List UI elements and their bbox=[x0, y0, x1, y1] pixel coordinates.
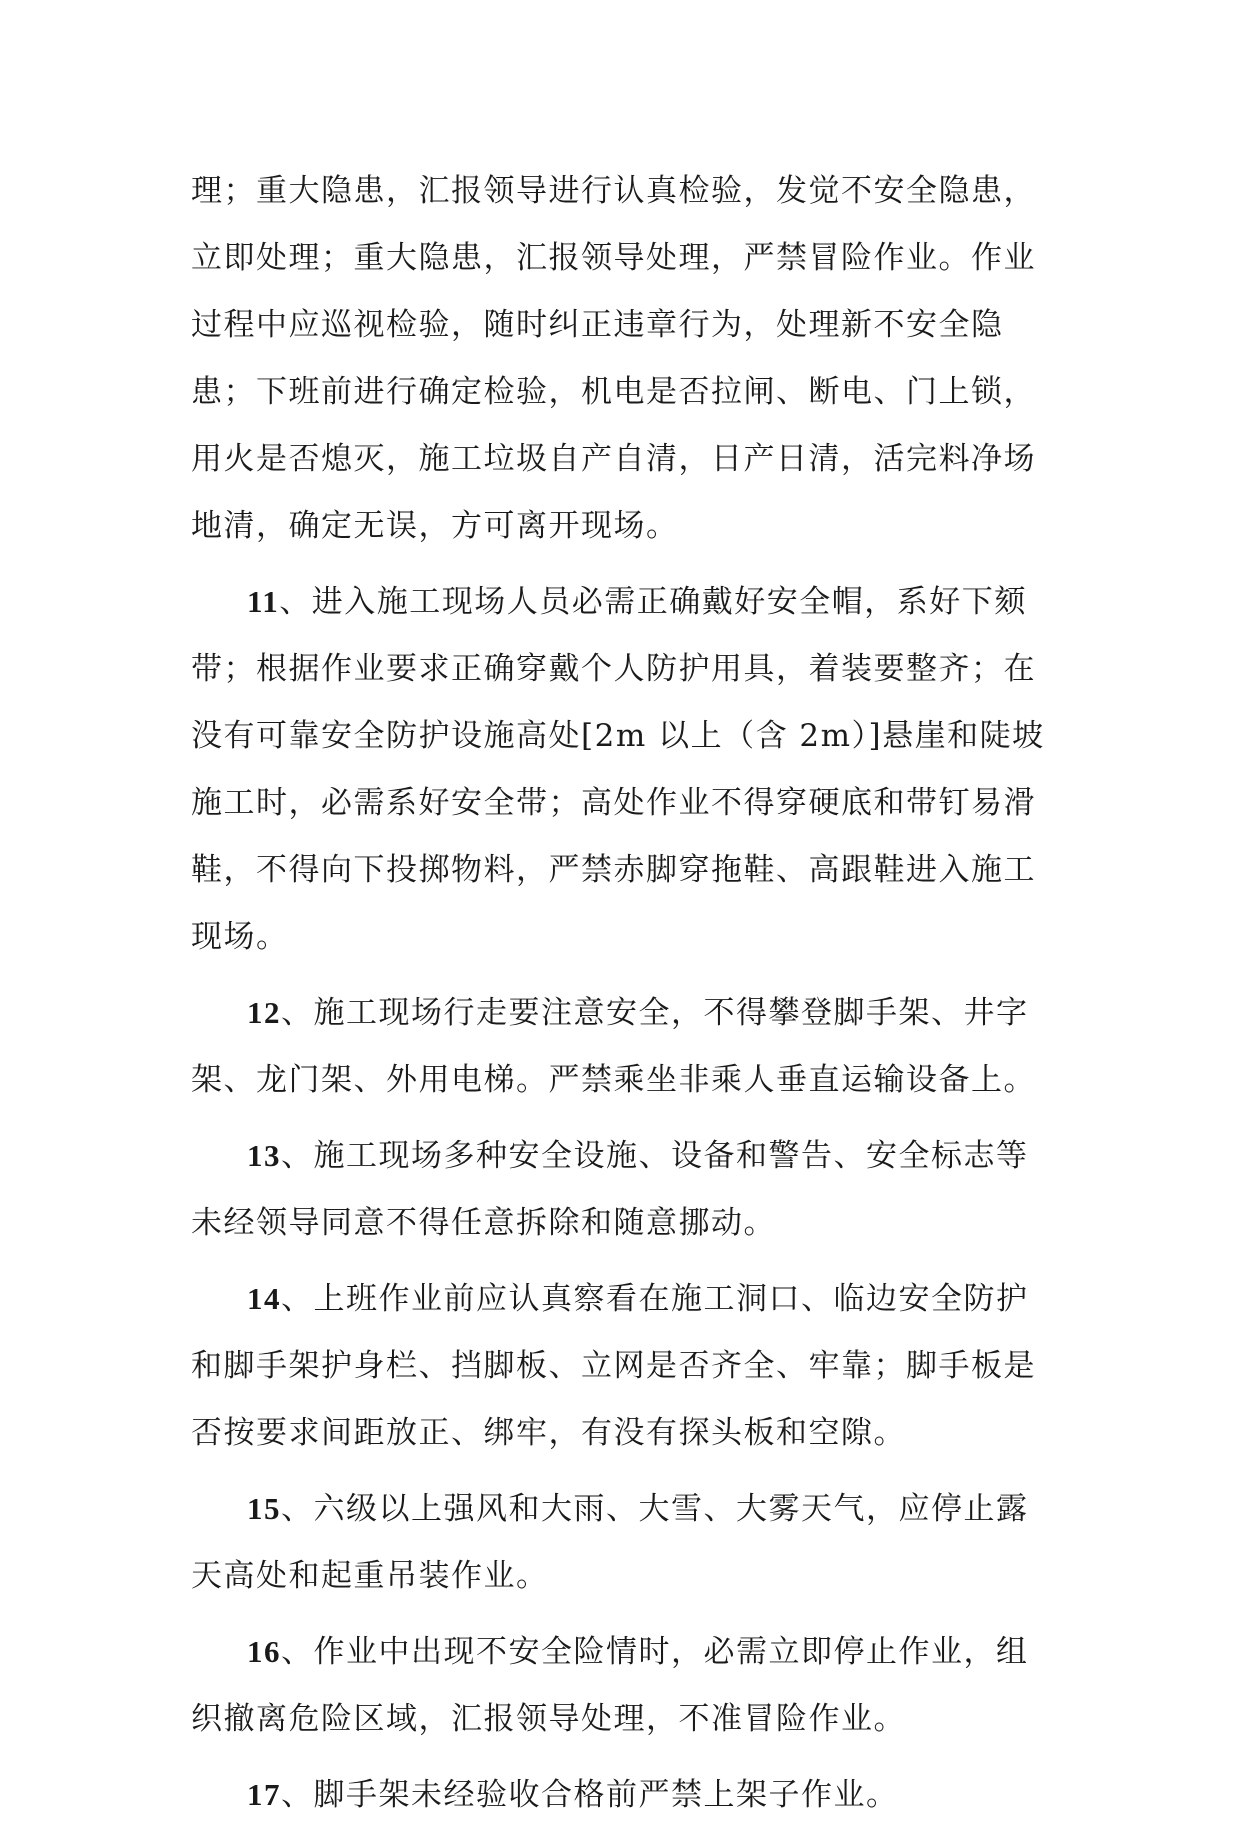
paragraph-text: 、脚手架未经验收合格前严禁上架子作业。 bbox=[281, 1777, 899, 1813]
paragraph-number: 14 bbox=[247, 1281, 281, 1316]
paragraph-text: 、施工现场行走要注意安全，不得攀登脚手架、井字架、龙门架、外用电梯。严禁乘坐非乘人垂直运输设备上。 bbox=[191, 995, 1036, 1098]
paragraph-item-15 bbox=[191, 1475, 1052, 1610]
paragraph-item-16 bbox=[191, 1618, 1052, 1753]
paragraph-text: 、进入施工现场人员必需正确戴好安全帽，系好下颏带；根据作业要求正确穿戴个人防护用具，着装要整齐；在没有可靠安全防护设施高处[2m 以上（含 2m）]悬崖和陡坡施工时，必需系好安全带；高处作业不得穿硬底和带钉易滑鞋，不得向下投掷物料，严禁赤脚穿拖鞋、高跟鞋进入施工现场。 bbox=[191, 584, 1045, 955]
paragraph-text: 、作业中出现不安全险情时，必需立即停止作业，组织撤离危险区域，汇报领导处理，不准冒险作业。 bbox=[191, 1634, 1029, 1737]
paragraph-number: 16 bbox=[247, 1634, 281, 1669]
document-body bbox=[191, 157, 1052, 1837]
paragraph-item-13 bbox=[191, 1122, 1052, 1257]
paragraph-text: 理；重大隐患，汇报领导进行认真检验，发觉不安全隐患，立即处理；重大隐患，汇报领导处理，严禁冒险作业。作业过程中应巡视检验，随时纠正违章行为，处理新不安全隐患；下班前进行确定检验，机电是否拉闸、断电、门上锁，用火是否熄灭，施工垃圾自产自清，日产日清，活完料净场地清，确定无误，方可离开现场。 bbox=[191, 173, 1036, 544]
paragraph-text: 、施工现场多种安全设施、设备和警告、安全标志等未经领导同意不得任意拆除和随意挪动。 bbox=[191, 1138, 1029, 1241]
paragraph-number: 15 bbox=[247, 1491, 281, 1526]
paragraph-number: 17 bbox=[247, 1777, 281, 1812]
paragraph-text: 、上班作业前应认真察看在施工洞口、临边安全防护和脚手架护身栏、挡脚板、立网是否齐全、牢靠；脚手板是否按要求间距放正、绑牢，有没有探头板和空隙。 bbox=[191, 1281, 1036, 1451]
paragraph-item-11 bbox=[191, 568, 1052, 971]
paragraph-item-14 bbox=[191, 1265, 1052, 1467]
paragraph-number: 12 bbox=[247, 995, 281, 1030]
paragraph-item-17 bbox=[191, 1761, 1052, 1829]
paragraph-number: 11 bbox=[247, 584, 280, 619]
paragraph-item-12 bbox=[191, 979, 1052, 1114]
paragraph-number: 13 bbox=[247, 1138, 281, 1173]
paragraph-continued bbox=[191, 157, 1052, 560]
paragraph-text: 、六级以上强风和大雨、大雪、大雾天气，应停止露天高处和起重吊装作业。 bbox=[191, 1491, 1029, 1594]
